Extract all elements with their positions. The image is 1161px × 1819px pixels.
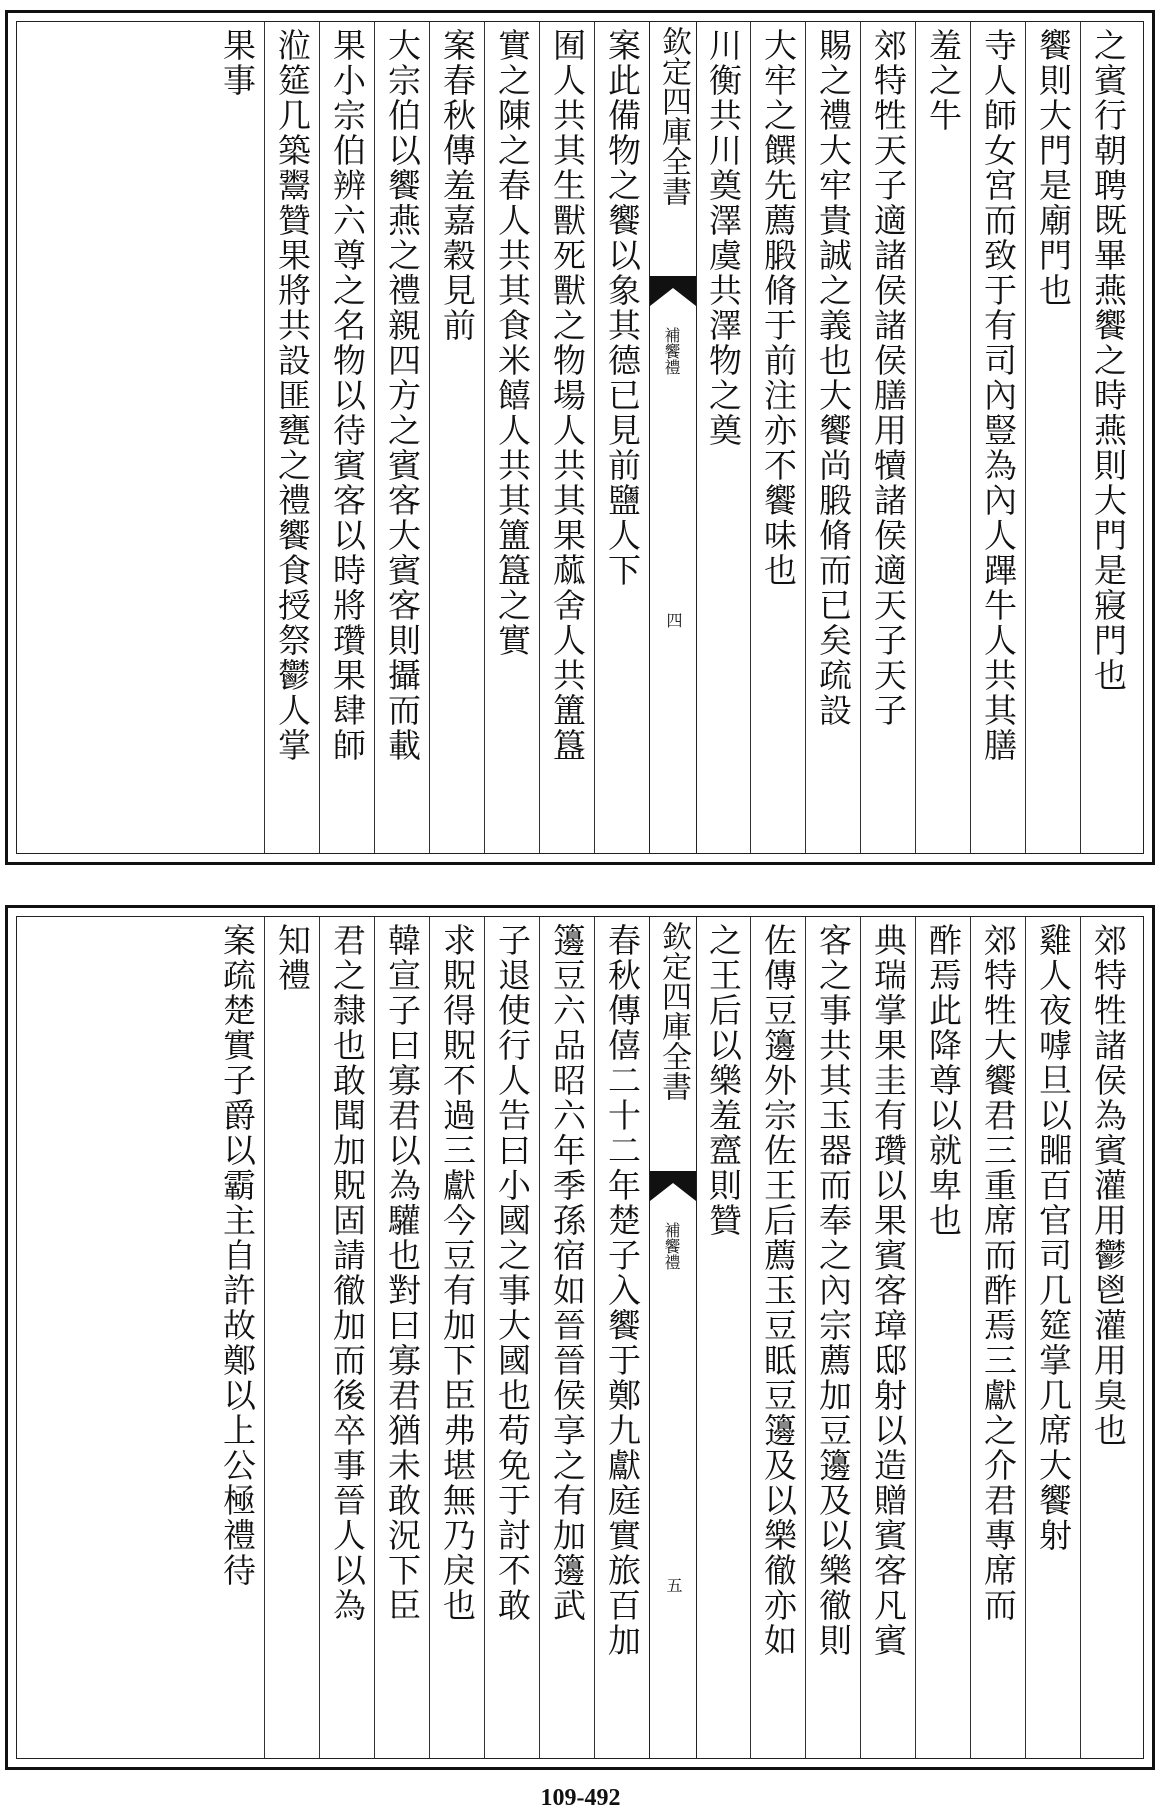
text-column: 雞人夜嘑旦以嘂百官司几筵掌几席大饗射 xyxy=(1034,923,1073,1553)
text-column: 果事 xyxy=(218,28,257,98)
page-center-banner xyxy=(649,917,697,1758)
top-page xyxy=(5,10,1155,865)
page-caption: 109-492 xyxy=(540,1785,621,1811)
text-column: 之王后以樂羞齍則贊 xyxy=(704,923,743,1238)
text-column: 案此備物之饗以象其德已見前鹽人下 xyxy=(603,28,642,588)
column-rule xyxy=(319,22,320,853)
column-rule xyxy=(374,917,375,1758)
column-rule xyxy=(374,22,375,853)
text-column: 典瑞掌果圭有瓚以果賓客璋邸射以造贈賓客凡賓 xyxy=(869,923,908,1658)
text-column: 囿人共其生獸死獸之物場人共其果蓏舍人共簠簋 xyxy=(548,28,587,763)
text-column: 川衡共川奠澤虞共澤物之奠 xyxy=(704,28,743,448)
text-column: 案疏楚實子爵以霸主自許故鄭以上公極禮待 xyxy=(218,923,257,1588)
column-rule xyxy=(750,917,751,1758)
text-column: 之賓行朝聘既畢燕饗之時燕則大門是寢門也 xyxy=(1089,28,1128,693)
column-rule xyxy=(915,22,916,853)
column-rule xyxy=(860,917,861,1758)
text-column: 大宗伯以饗燕之禮親四方之賓客大賓客則攝而載 xyxy=(383,28,422,763)
text-column: 賜之禮大牢貴誠之義也大饗尚腶脩而已矣疏設 xyxy=(814,28,853,728)
bottom-page xyxy=(5,905,1155,1770)
top-page-frame xyxy=(16,21,1144,854)
column-rule xyxy=(750,22,751,853)
banner-title: 欽定四庫全書 xyxy=(656,26,691,206)
column-rule xyxy=(805,22,806,853)
text-column: 果小宗伯辨六尊之名物以待賓客以時將瓚果肆師 xyxy=(328,28,367,763)
column-rule xyxy=(539,917,540,1758)
text-column: 君之隸也敢聞加貺固請徹加而後卒事晉人以為 xyxy=(328,923,367,1623)
text-column: 實之陳之春人共其食米饎人共其簠簋之實 xyxy=(493,28,532,658)
text-column: 涖筵几築鬻贊果將共設匪甕之禮饗食授祭鬱人掌 xyxy=(273,28,312,763)
column-rule xyxy=(1080,22,1081,853)
text-column: 郊特牲諸侯為賓灌用鬱鬯灌用臭也 xyxy=(1089,923,1128,1448)
column-rule xyxy=(429,22,430,853)
banner-chapter: 補饗禮 xyxy=(662,1222,681,1270)
bottom-page-frame xyxy=(16,916,1144,1759)
text-column: 客之事共其玉器而奉之內宗薦加豆籩及以樂徹則 xyxy=(814,923,853,1658)
column-rule xyxy=(915,917,916,1758)
text-column: 韓宣子曰寡君以為驩也對曰寡君猶未敢況下臣 xyxy=(383,923,422,1623)
text-column: 求貺得貺不過三獻今豆有加下臣弗堪無乃戾也 xyxy=(438,923,477,1623)
banner-title: 欽定四庫全書 xyxy=(656,921,691,1101)
column-rule xyxy=(594,22,595,853)
text-column: 春秋傳僖二十二年楚子入饗于鄭九獻庭實旅百加 xyxy=(603,923,642,1658)
text-column: 饗則大門是廟門也 xyxy=(1034,28,1073,308)
column-rule xyxy=(970,917,971,1758)
fish-tail-ornament-icon xyxy=(650,272,696,312)
text-column: 大牢之饌先薦腶脩于前注亦不饗味也 xyxy=(759,28,798,588)
column-rule xyxy=(1025,917,1026,1758)
column-rule xyxy=(539,22,540,853)
column-rule xyxy=(1080,917,1081,1758)
text-column: 酢焉此降尊以就卑也 xyxy=(924,923,963,1238)
column-rule xyxy=(429,917,430,1758)
fish-tail-ornament-icon xyxy=(650,1167,696,1207)
banner-chapter: 補饗禮 xyxy=(662,327,681,375)
column-rule xyxy=(484,917,485,1758)
column-rule xyxy=(860,22,861,853)
banner-page-number: 四 xyxy=(664,612,683,628)
text-column: 郊特牲大饗君三重席而酢焉三獻之介君專席而 xyxy=(979,923,1018,1623)
column-rule xyxy=(805,917,806,1758)
column-rule xyxy=(319,917,320,1758)
text-column: 子退使行人告曰小國之事大國也苟免于討不敢 xyxy=(493,923,532,1623)
column-rule xyxy=(1025,22,1026,853)
page-center-banner xyxy=(649,22,697,853)
text-column: 案春秋傳羞嘉穀見前 xyxy=(438,28,477,343)
column-rule xyxy=(484,22,485,853)
text-column: 知禮 xyxy=(273,923,312,993)
text-column: 寺人師女宮而致于有司內豎為內人蹕牛人共其膳 xyxy=(979,28,1018,763)
text-column: 羞之牛 xyxy=(924,28,963,133)
text-column: 佐傳豆籩外宗佐王后薦玉豆眡豆籩及以樂徹亦如 xyxy=(759,923,798,1658)
text-column: 郊特牲天子適諸侯諸侯膳用犢諸侯適天子天子 xyxy=(869,28,908,728)
banner-page-number: 五 xyxy=(664,1577,683,1593)
column-rule xyxy=(594,917,595,1758)
column-rule xyxy=(970,22,971,853)
text-column: 籩豆六品昭六年季孫宿如晉晉侯享之有加籩武 xyxy=(548,923,587,1623)
column-rule xyxy=(264,22,265,853)
column-rule xyxy=(264,917,265,1758)
